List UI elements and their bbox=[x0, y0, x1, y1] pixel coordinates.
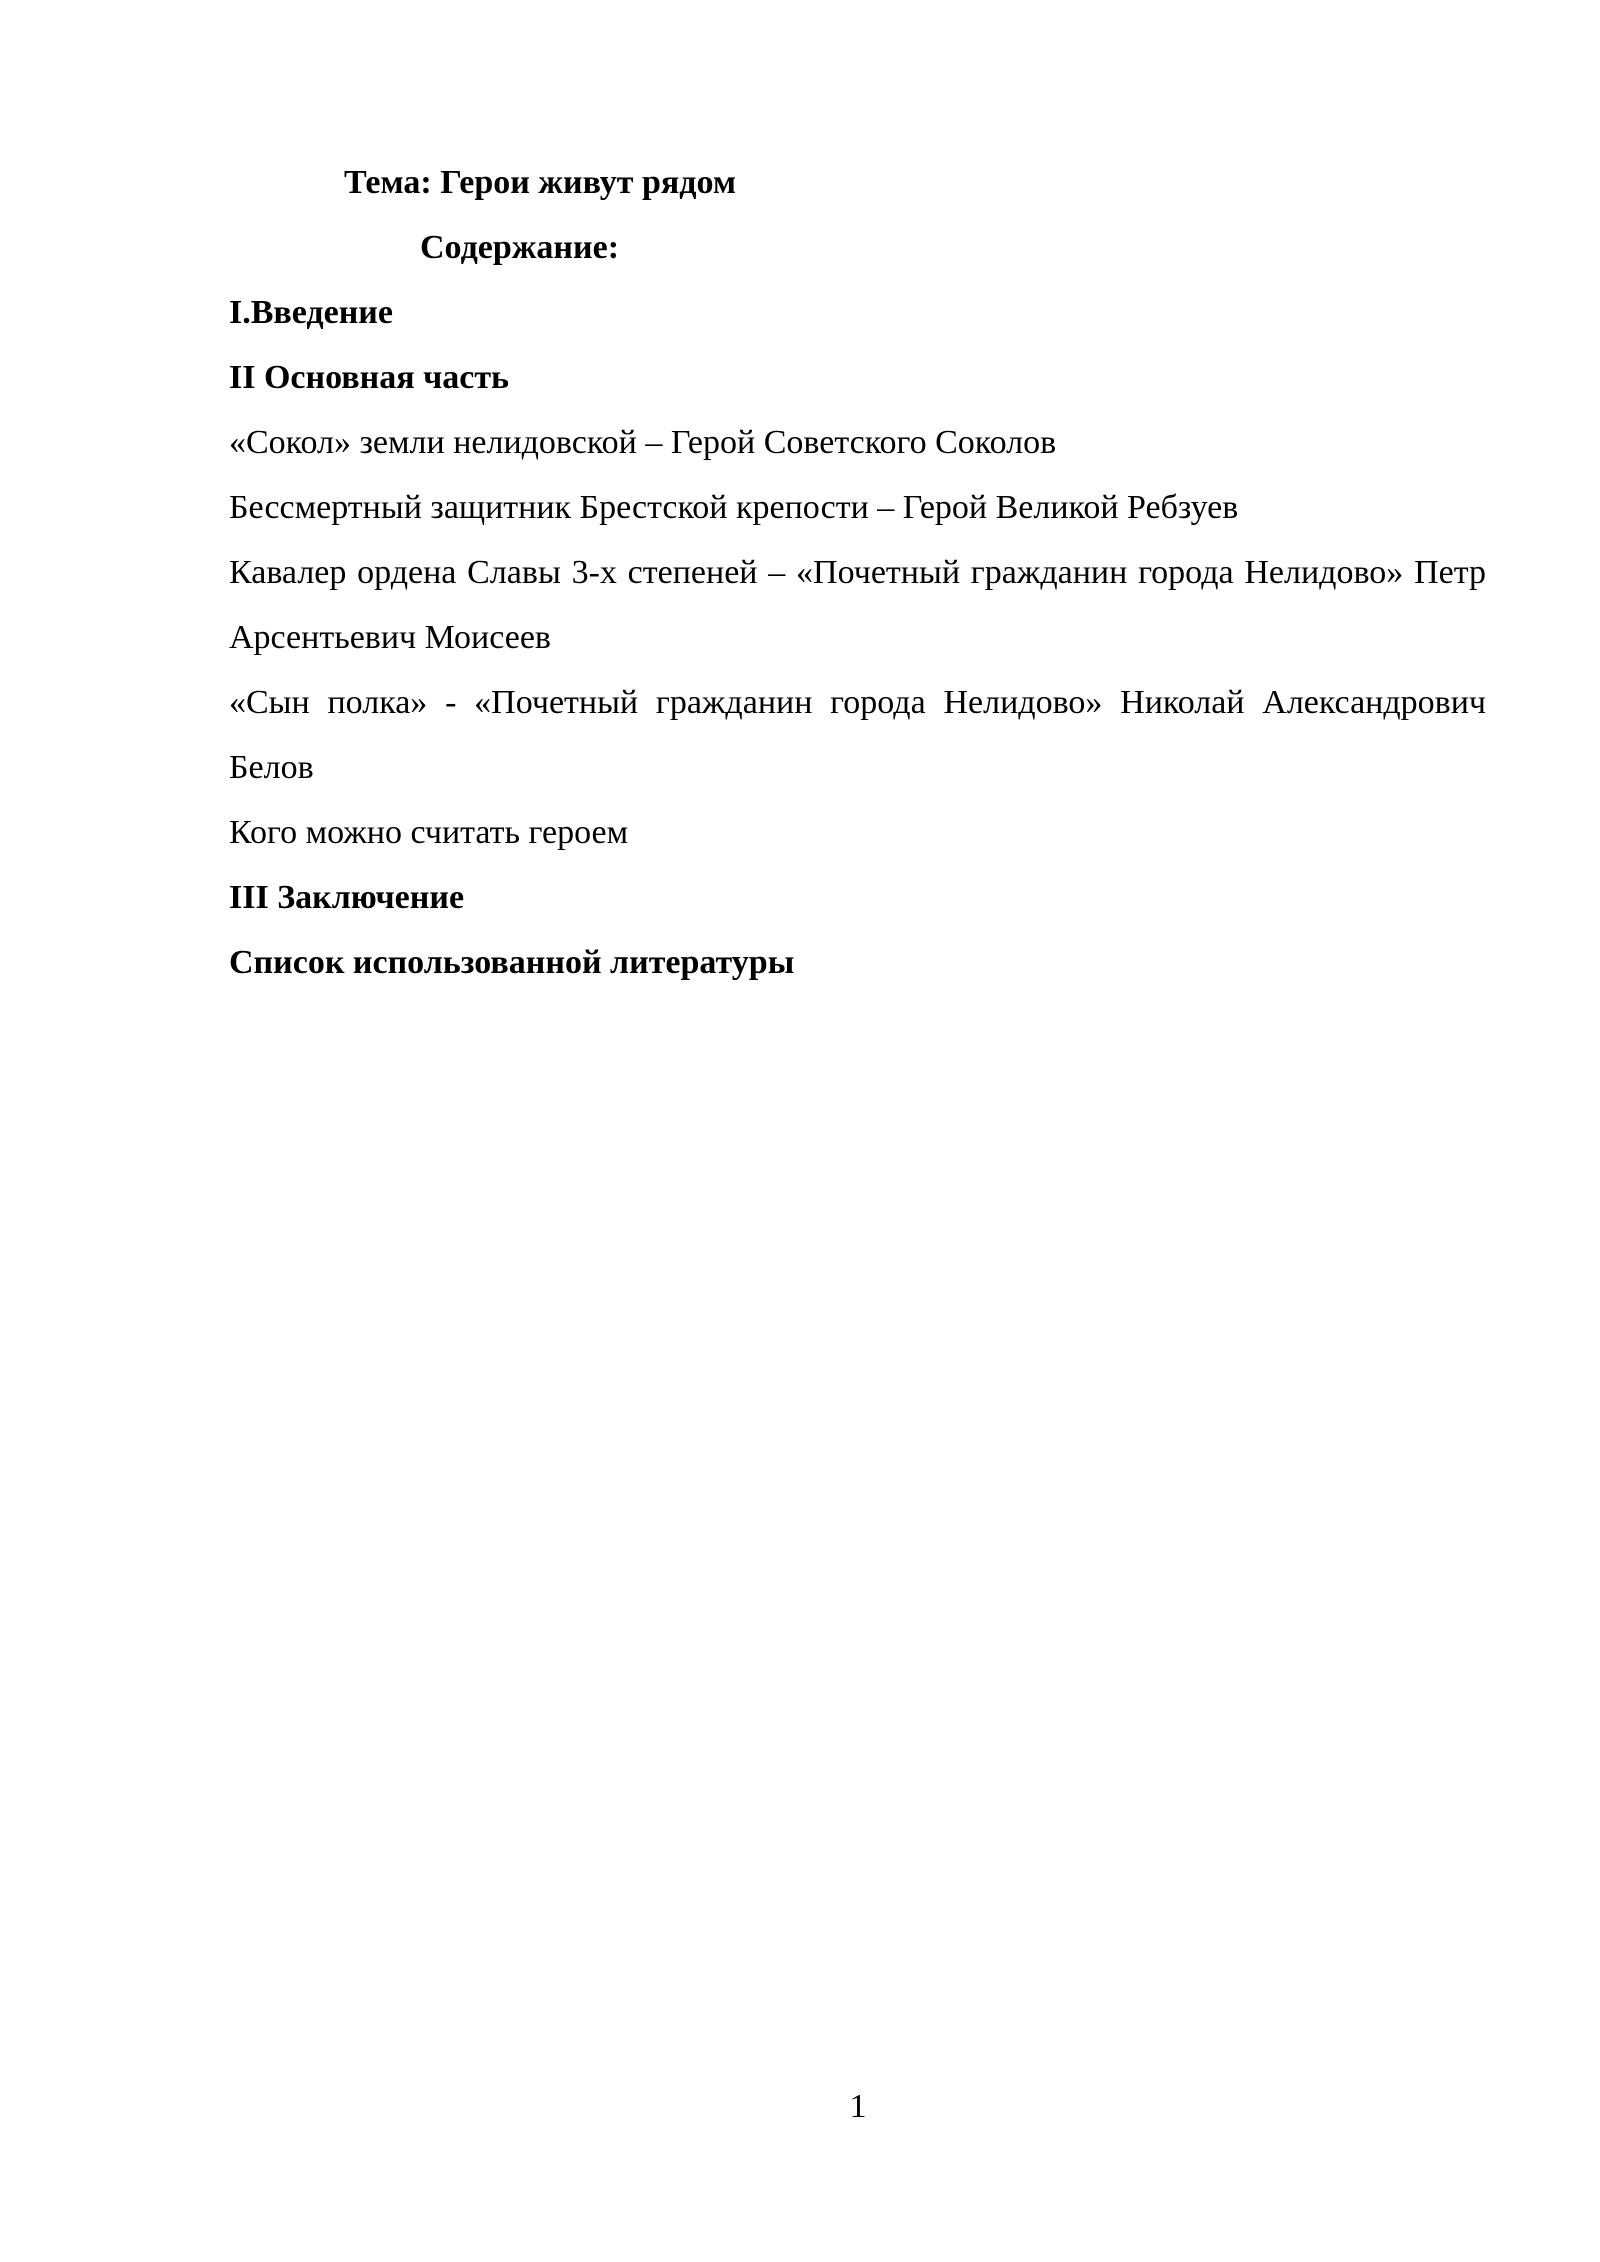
document-title: Тема: Герои живут рядом bbox=[344, 164, 737, 201]
page-number: 1 bbox=[849, 2088, 867, 2125]
toc-item-introduction: I.Введение bbox=[229, 294, 393, 331]
toc-item-main-part: II Основная часть bbox=[229, 359, 510, 396]
toc-item-rebzuev: Бессмертный защитник Брестской крепости – Герой Великой Ребзуев bbox=[229, 489, 1239, 526]
toc-item-bibliography: Список использованной литературы bbox=[229, 944, 795, 981]
toc-item-belov: «Сын полка» - «Почетный гражданин города Нелидово» Николай Александрович Белов bbox=[229, 684, 1486, 786]
document-content bbox=[229, 150, 1486, 995]
toc-item-sokolov: «Сокол» земли нелидовской – Герой Советского Соколов bbox=[229, 424, 1057, 461]
toc-item-conclusion: III Заключение bbox=[229, 879, 465, 916]
toc-item-moiseev: Кавалер ордена Славы 3-х степеней – «Почетный гражданин города Нелидово» Петр Арсентьевич Моисеев bbox=[229, 554, 1486, 656]
toc-item-who-is-hero: Кого можно считать героем bbox=[229, 814, 629, 851]
toc-heading: Содержание: bbox=[420, 229, 620, 266]
